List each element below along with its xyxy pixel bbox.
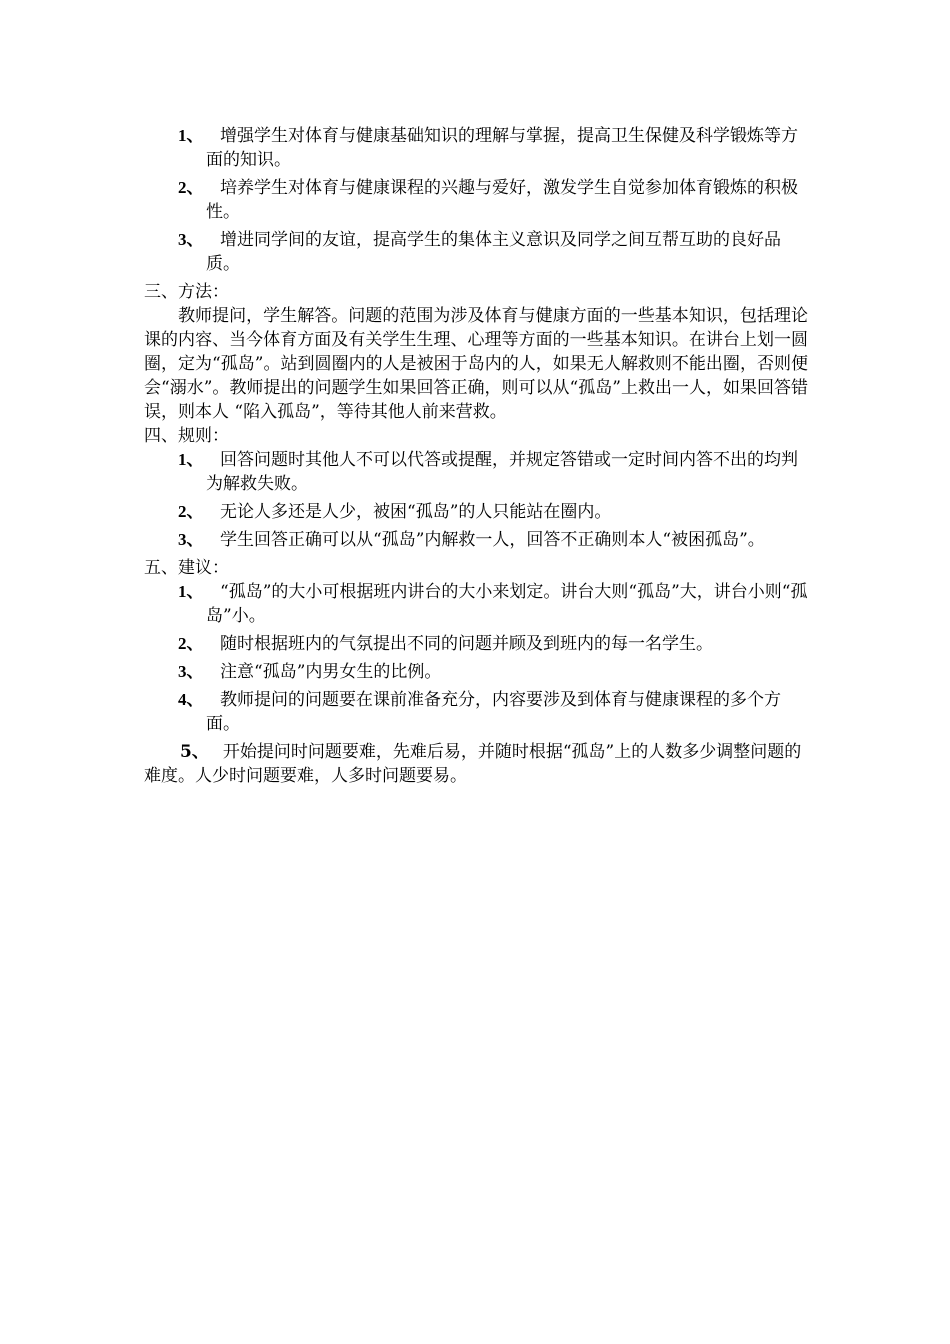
document-content	[144, 124, 808, 788]
suggestion-item-5	[144, 740, 808, 788]
suggestion-number: 1、	[178, 582, 204, 601]
suggestion-item-4	[144, 688, 808, 736]
goal-item-3	[144, 228, 808, 276]
goal-number: 3、	[178, 230, 204, 249]
goal-text: 培养学生对体育与健康课程的兴趣与爱好，激发学生自觉参加体育锻炼的积极性。	[206, 178, 798, 222]
suggestion-number: 3、	[178, 662, 204, 681]
suggestion-number: 4、	[178, 690, 204, 709]
rule-number: 1、	[178, 450, 204, 469]
rule-text: 学生回答正确可以从“孤岛”内解救一人，回答不正确则本人“被困孤岛”。	[220, 530, 765, 550]
suggestion-item-2	[144, 632, 808, 656]
suggestion-text: 随时根据班内的气氛提出不同的问题并顾及到班内的每一名学生。	[220, 634, 713, 654]
goal-number: 2、	[178, 178, 204, 197]
suggestion-item-3	[144, 660, 808, 684]
rule-item-1	[144, 448, 808, 496]
goal-text: 增强学生对体育与健康基础知识的理解与掌握，提高卫生保健及科学锻炼等方面的知识。	[206, 126, 798, 170]
goal-item-1	[144, 124, 808, 172]
suggestion-item-1	[144, 580, 808, 628]
suggestion-text: “孤岛”的大小可根据班内讲台的大小来划定。讲台大则“孤岛”大，讲台小则“孤岛”小。	[206, 582, 808, 626]
rule-number: 3、	[178, 530, 204, 549]
suggestion-text: 教师提问的问题要在课前准备充分，内容要涉及到体育与健康课程的多个方面。	[206, 690, 781, 734]
method-paragraph: 教师提问，学生解答。问题的范围为涉及体育与健康方面的一些基本知识，包括理论课的内容、当今体育方面及有关学生生理、心理等方面的一些基本知识。在讲台上划一圆圈，定为“孤岛”。站到圆圈内的人是被困于岛内的人，如果无人解救则不能出圈，否则便会“溺水”。教师提出的问题学生如果回答正确，则可以从“孤岛”上救出一人，如果回答错误，则本人 “陷入孤岛”，等待其他人前来营救。	[144, 306, 808, 422]
rule-item-2	[144, 500, 808, 524]
suggestion-number: 2、	[178, 634, 204, 653]
suggestions-heading: 五、建议：	[144, 558, 229, 578]
rule-number: 2、	[178, 502, 204, 521]
method-heading: 三、方法：	[144, 282, 229, 302]
rule-item-3	[144, 528, 808, 552]
rules-heading: 四、规则：	[144, 426, 229, 446]
goal-item-2	[144, 176, 808, 224]
suggestion-text: 注意“孤岛”内男女生的比例。	[220, 662, 442, 682]
rule-text: 回答问题时其他人不可以代答或提醒，并规定答错或一定时间内答不出的均判为解救失败。	[206, 450, 798, 494]
suggestion-number: 5、	[180, 742, 209, 762]
suggestion-text: 开始提问时问题要难，先难后易，并随时根据“孤岛”上的人数多少调整问题的难度。人少时问题要难，人多时问题要易。	[144, 742, 802, 786]
rule-text: 无论人多还是人少，被困“孤岛”的人只能站在圈内。	[220, 502, 612, 522]
goal-number: 1、	[178, 126, 204, 145]
goal-text: 增进同学间的友谊，提高学生的集体主义意识及同学之间互帮互助的良好品质。	[206, 230, 781, 274]
